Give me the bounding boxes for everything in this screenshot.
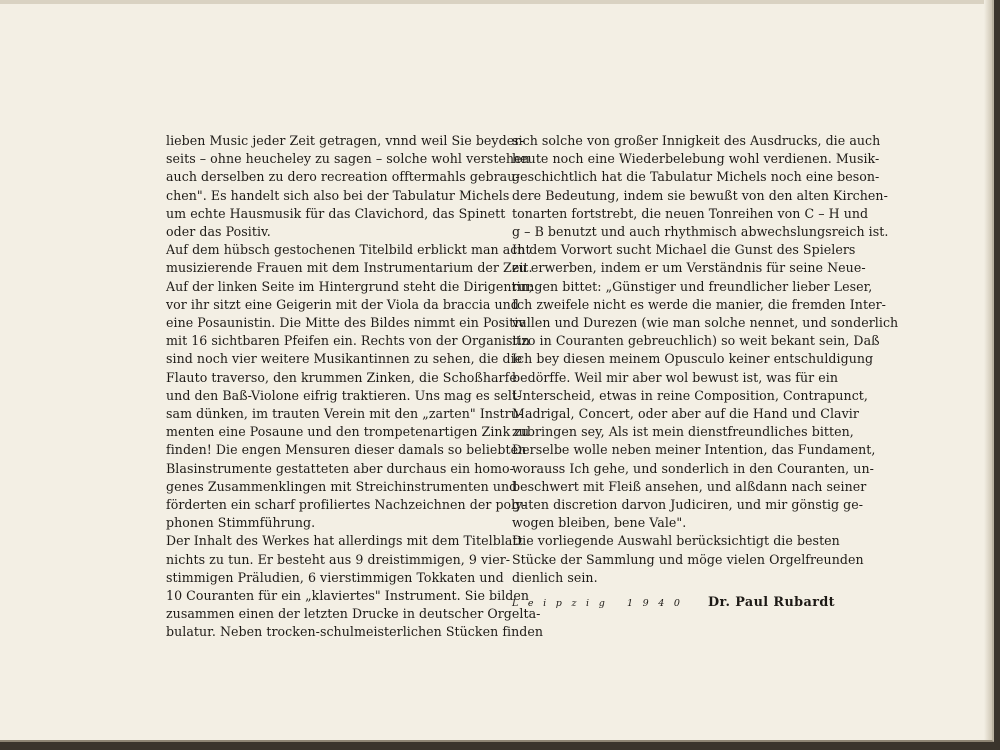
text-line: Derselbe wolle neben meiner Intention, das Fundament, bbox=[512, 442, 876, 458]
text-line: vallen und Durezen (wie man solche nennet, und sonderlich bbox=[512, 315, 899, 331]
text-line: zu erwerben, indem er um Verständnis für seine Neue- bbox=[512, 260, 866, 276]
text-line: dienlich sein. bbox=[512, 569, 598, 585]
text-line: vor ihr sitzt eine Geigerin mit der Viola da braccia und bbox=[166, 296, 519, 312]
text-line: sich solche von großer Innigkeit des Ausdrucks, die auch bbox=[512, 133, 881, 148]
signature-line bbox=[512, 595, 835, 615]
text-line: Auf der linken Seite im Hintergrund steht die Dirigentin; bbox=[166, 278, 534, 294]
text-line: und den Baß-Violone eifrig traktieren. Uns mag es selt- bbox=[166, 387, 522, 403]
place-date: Leipzig 1940 bbox=[512, 598, 690, 609]
text-line: itzo in Couranten gebreuchlich) so weit bekant sein, Daß bbox=[512, 333, 880, 349]
text-line: Blasinstrumente gestatteten aber durchaus ein homo- bbox=[166, 460, 514, 476]
text-line: worauss Ich gehe, und sonderlich in den Couranten, un- bbox=[512, 460, 874, 476]
text-line: auch derselben zu dero recreation offtermahls gebrau- bbox=[166, 169, 520, 185]
text-line: geschichtlich hat die Tabulatur Michels noch eine beson- bbox=[512, 169, 880, 185]
text-line: Stücke der Sammlung und möge vielen Orgelfreunden bbox=[512, 551, 864, 567]
text-line: chen". Es handelt sich also bei der Tabulatur Michels bbox=[166, 187, 510, 203]
text-line: Unterscheid, etwas in reine Composition, Contrapunct, bbox=[512, 387, 868, 403]
text-line: Auf dem hübsch gestochenen Titelbild erblickt man acht bbox=[166, 242, 531, 258]
text-line: dere Bedeutung, indem sie bewußt von den alten Kirchen- bbox=[512, 187, 888, 203]
text-line: In dem Vorwort sucht Michael die Gunst des Spielers bbox=[512, 242, 856, 258]
text-line: musizierende Frauen mit dem Instrumentarium der Zeit. bbox=[166, 260, 533, 276]
text-line: phonen Stimmführung. bbox=[166, 515, 316, 531]
text-line: Ich zweifele nicht es werde die manier, die fremden Inter- bbox=[512, 296, 886, 312]
text-line: beschwert mit Fleiß ansehen, und alßdann nach seiner bbox=[512, 478, 867, 494]
text-line: Ich bey diesen meinem Opusculo keiner entschuldigung bbox=[512, 351, 874, 367]
text-line: sam dünken, im trauten Verein mit den „zarten" Instru- bbox=[166, 406, 524, 422]
text-line: Der Inhalt des Werkes hat allerdings mit dem Titelblatt bbox=[166, 533, 523, 549]
text-line: zusammen einen der letzten Drucke in deutscher Orgelta- bbox=[166, 606, 541, 622]
text-line: guten discretion darvon Judiciren, und mir gönstig ge- bbox=[512, 497, 864, 513]
text-line: bedörffe. Weil mir aber wol bewust ist, was für ein bbox=[512, 369, 839, 385]
text-line: eine Posaunistin. Die Mitte des Bildes nimmt ein Positiv bbox=[166, 315, 526, 331]
text-line: oder das Positiv. bbox=[166, 224, 271, 240]
text-line: g – B benutzt und auch rhythmisch abwechslungsreich ist. bbox=[512, 224, 889, 240]
text-line: Die vorliegende Auswahl berücksichtigt die besten bbox=[512, 533, 840, 549]
text-line: Flauto traverso, den krummen Zinken, die Schoßharfe bbox=[166, 369, 517, 385]
text-line: förderten ein scharf profiliertes Nachzeichnen der poly- bbox=[166, 497, 527, 513]
text-line: sind noch vier weitere Musikantinnen zu sehen, die die bbox=[166, 351, 523, 367]
text-line: seits – ohne heucheley zu sagen – solche wohl verstehen bbox=[166, 151, 530, 167]
text-line: Madrigal, Concert, oder aber auf die Hand und Clavir bbox=[512, 406, 859, 422]
text-line: 10 Couranten für ein „klaviertes" Instrument. Sie bilden bbox=[166, 588, 530, 604]
text-line: bulatur. Neben trocken-schulmeisterlichen Stücken finden bbox=[166, 624, 544, 640]
text-line: finden! Die engen Mensuren dieser damals so beliebten bbox=[166, 442, 527, 458]
text-line: lieben Music jeder Zeit getragen, vnnd weil Sie beyder- bbox=[166, 133, 525, 148]
text-line: zubringen sey, Als ist mein dienstfreundliches bitten, bbox=[512, 424, 854, 440]
text-line: genes Zusammenklingen mit Streichinstrumenten und bbox=[166, 478, 518, 494]
text-line: stimmigen Präludien, 6 vierstimmigen Tokkaten und bbox=[166, 569, 504, 585]
text-line: mit 16 sichtbaren Pfeifen ein. Rechts von der Organistin bbox=[166, 333, 530, 349]
text-line: nichts zu tun. Er besteht aus 9 dreistimmigen, 9 vier- bbox=[166, 551, 511, 567]
text-line: heute noch eine Wiederbelebung wohl verdienen. Musik- bbox=[512, 151, 880, 167]
text-line: rungen bittet: „Günstiger und freundlicher lieber Leser, bbox=[512, 278, 873, 294]
text-column-right bbox=[512, 132, 899, 587]
text-line: menten eine Posaune und den trompetenartigen Zink zu bbox=[166, 424, 530, 440]
text-column-left bbox=[166, 132, 544, 642]
text-line: tonarten fortstrebt, die neuen Tonreihen von C – H und bbox=[512, 205, 869, 221]
text-line: um echte Hausmusik für das Clavichord, das Spinett bbox=[166, 205, 506, 221]
author-name: Dr. Paul Rubardt bbox=[708, 595, 835, 610]
text-line: wogen bleiben, bene Vale". bbox=[512, 515, 687, 531]
